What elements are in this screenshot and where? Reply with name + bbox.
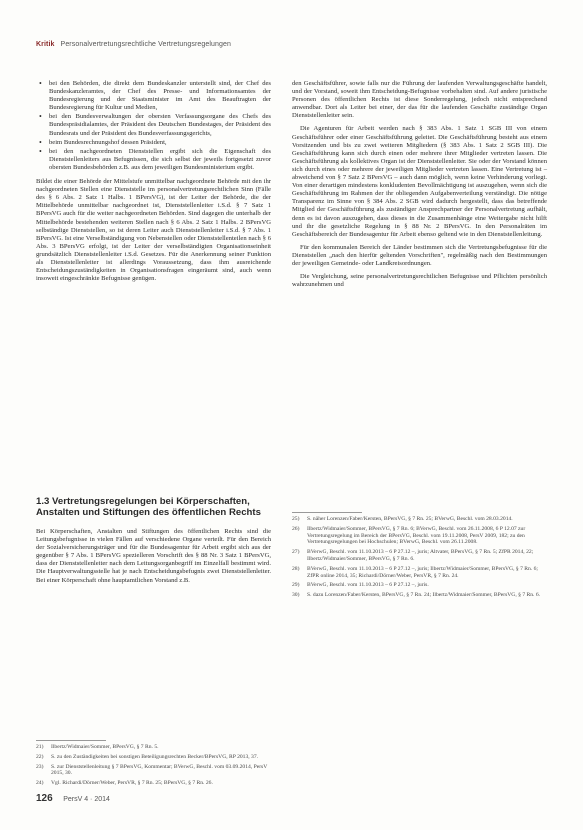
footnotes-right <box>292 516 547 602</box>
footnote: 30) S. dazu Lorenzen/Faber/Kersten, BPersVG, § 7 Rn. 24; Ilbertz/Widmaier/Sommer, BPersVG, § 7 Rn. 6. <box>292 592 541 599</box>
footnote: 28) BVerwG, Beschl. vom 11.10.2013 – 6 P 27.12 –, juris; Ilbertz/Widmaier/Sommer, BPersVG, § 7 Rn. 6; ZfPR online 2014, 35; Richardi/Dörner/Weber, PersVR, § 7 Rn. 24. <box>292 565 538 579</box>
page-number: 126 <box>36 793 53 804</box>
footnote: 23) S. zur Dienststellenleitung § 7 BPersVG, Kommentar; BVerwG, Beschl. vom 03.09.2014, PersV 2015, 30. <box>36 763 268 777</box>
footnote: 25) S. näher Lorenzen/Faber/Kersten, BPersVG, § 7 Rn. 25; BVerwG, Beschl. vom 28.03.2014. <box>292 516 513 522</box>
body-paragraph: Für den kommunalen Bereich der Länder bestimmen sich die Vertretungsbefugnisse für die Dienststellen „nach den hierfür geltenden Vorschriften", regelmäßig nach den Bestimmungen der jeweiligen Gemeinde- oder Landkreisordnungen. <box>292 243 547 267</box>
section-heading: 1.3 Vertretungsregelungen bei Körperschaften, Anstalten und Stiftungen des öffentlichen Rechts <box>36 496 261 518</box>
footnote: 29) BVerwG, Beschl. vom 11.10.2013 – 6 P 27.12 –, juris. <box>292 582 429 589</box>
body-paragraph: Die Agenturen für Arbeit werden nach § 383 Abs. 1 Satz 1 SGB III von einem Geschäftsführer oder einer Geschäftsführung geleitet. Die Geschäftsführung besteht aus einem Vorsitzenden und bis zu zwei weiteren Mitgliedern (§ 383 Abs. 1 Satz 2 SGB III). Die Geschäftsführung kann sich durch einen oder mehrere ihrer Mitglieder vertreten lassen. Die Geschäftsführung als kollektives Organ ist der Dienststellenleiter. Sie oder der Vorstand können sich durch eines oder mehrere der jeweiligen Mitglieder vertreten lassen. Eine Vertretung ist – abweichend von § 7 Satz 2 BPersVG – auch dann möglich, wenn keine Verhinderung vorliegt. Von einer derartigen mindestens konkludenten Bevollmächtigung ist auszugehen, wenn sich die Geschäftsführung im Rahmen der ihr obliegenden Aufgabenverteilung verständigt. Die nötige Transparenz im Sinne von § 384 Abs. 2 SGB wird dadurch hergestellt, dass das betreffende Mitglied der Geschäftsführung als zuständiger Ansprechpartner der Personalvertretung aufhält, denn es ist davon auszugehen, dass dieses in die Zusammenhänge eine Weitergabe nicht hilft und ihr die gesetzliche Regelung in § 88 Nr. 2 BPersVG. In den Personalräten im Geschäftsbereich der Bundesagentur für Arbeit ebenso geltend wie in den Dienststellenleitung. <box>292 125 547 238</box>
bullet-item: • beim Bundesrechnungshof dessen Präsident, <box>36 139 271 147</box>
left-column <box>36 80 271 288</box>
footnote: 26) Ilbertz/Widmaier/Sommer, BPersVG, § 7 Rn. 6; BVerwG, Beschl. vom 26.11.2008, 6 P 12.07 zur Vertretungsregelung im Bereich der BPersVG, Beschl. vom 19.11.2008, PersV 2009, 182; zu den Vertretungsregelungen bei Hochschulen; BVerwG, Beschl. vom 26.11.2008. <box>292 525 526 546</box>
footnote: 22) S. zu den Zuständigkeiten bei sonstigen Beteiligungsrechten Becker/BPersVG, RP 2013, 37. <box>36 753 259 760</box>
header-title: Personalvertretungsrechtliche Vertretungsregelungen <box>60 41 232 48</box>
page-footer <box>36 793 110 804</box>
footnote-rule <box>292 512 362 513</box>
journal-issue: PersV 4 · 2014 <box>63 796 110 803</box>
footnote: 27) BVerwG, Beschl. vom 11.10.2013 – 6 P 27.12 –, juris; Altvater, BPersVG, § 7 Rn. 5; ZfPR 2014, 22; Ilbertz/Widmaier/Sommer, BPersVG, § 7 Rn. 6. <box>292 549 534 562</box>
bullet-item: • bei den nachgeordneten Dienststellen ergibt sich die Eigenschaft des Dienststellenleiters aus Befugnissen, die sich selbst der jeweils fortgesetzt zuvor obersten Bundesbehörden z.B. aus dem jeweiligen Bundesministerium ergibt. <box>36 148 271 172</box>
body-paragraph: Die Vergleichung, seine personalvertretungsrechtlichen Befugnisse und Pflichten persönlich wahrzunehmen und <box>292 273 547 289</box>
footnote: 24) Vgl. Richardi/Dörner/Weber, PersVR, § 7 Rn. 25; BPersVG, § 7 Rn. 26. <box>36 780 213 787</box>
body-paragraph: Bei Körperschaften, Anstalten und Stiftungen des öffentlichen Rechts sind die Leitungsbefugnisse in vielen Fällen auf verschiedene Organe verteilt. Für den Bereich der Sozialversicherungsträger und für die Bundesagentur für Arbeit ergibt sich aus der gegenüber § 7 Abs. 1 BPersVG spezielleren Vorschrift des § 88 Nr. 3 Satz 1 BPersVG, dass der Dienststellenleiter nach dem Leitungsorganbegriff im Einzelfall bestimmt wird. Die Hauptverwaltungsstelle hat je nach Entscheidungsbefugnis zwei Dienststellenleiter. Bei einer Körperschaft ohne hauptamtlichen Vorstand z.B. <box>36 528 271 584</box>
bullet-list <box>36 80 271 172</box>
footnote: 21) Ilbertz/Widmaier/Sommer, BPersVG, § 7 Rn. 5. <box>36 744 159 750</box>
body-paragraph: den Geschäftsführer, sowie falls nur die Führung der laufenden Verwaltungsgeschäfte handelt, und der Vorstand, soweit ihm Entscheidung-Befugnisse vorbehalten sind. Auf andere juristische Personen des öffentlichen Rechts ist diese Sonderregelung, jedoch nicht entsprechend anwendbar. Dort als Leiter bei einer, der das für die laufenden Geschäfte zuständige Organ Dienststellenleiter sein. <box>292 80 547 120</box>
footnote-rule <box>36 740 106 741</box>
running-header <box>36 41 548 48</box>
bullet-item: • bei den Behörden, die direkt dem Bundeskanzler unterstellt sind, der Chef des Bundeskanzleramtes, der Chef des Presse- und Informationsamtes der Bundesregierung und der Staatsminister im Amt des Beauftragten der Bundesregierung für Kultur und Medien, <box>36 80 271 112</box>
left-column-lower <box>36 528 271 590</box>
footnotes-left <box>36 744 271 790</box>
body-paragraph: Bildet die einer Behörde der Mittelstufe unmittelbar nachgeordnete Behörde mit den ihr nachgeordneten Stellen eine Dienststelle im personalvertretungsrechtlichen Sinn (Fälle des § 6 Abs. 2 Satz 1 Halbs. 1 BPersVG), ist der Leiter der Behörde, die der Mittelbehörde unmittelbar nachgeordnet ist, Dienststellenleiter i.S.d. § 7 Satz 1 BPersVG auch für die weiter nachgeordneten Behörden. Sind dagegen die unterhalb der Mittelbehörde bestehenden weiteren Stellen nach § 6 Abs. 2 Satz 1 Halbs. 2 BPersVG selbständige Dienststellen, so ist deren Leiter auch Dienststellenleiter i.S.d. § 7 Abs. 1 BPersVG. Ist eine Verselbständigung von Nebenstellen oder Dienststellenteilen nach § 6 Abs. 3 BPersVG erfolgt, ist der Leiter der verselbständigten Organisationseinheit grundsätzlich Dienststellenleiter i.S.d. Gesetzes. Für die Anerkennung seiner Funktion als Dienststellenleiter ist allerdings Voraussetzung, dass ihm ausreichende Entscheidungszuständigkeiten in Organisationsfragen eingeräumt sind, auch wenn insoweit eingeschränkte Befugnisse genügen. <box>36 178 271 283</box>
header-section: Kritik <box>36 41 55 48</box>
right-column <box>292 80 547 294</box>
bullet-item: • bei den Bundesverwaltungen der obersten Verfassungsorgane des Chefs des Bundespräsidialamtes, der Präsident des Deutschen Bundestages, der Präsident des Bundesrats und der Präsident des Bundesverfassungsgerichts, <box>36 113 271 137</box>
